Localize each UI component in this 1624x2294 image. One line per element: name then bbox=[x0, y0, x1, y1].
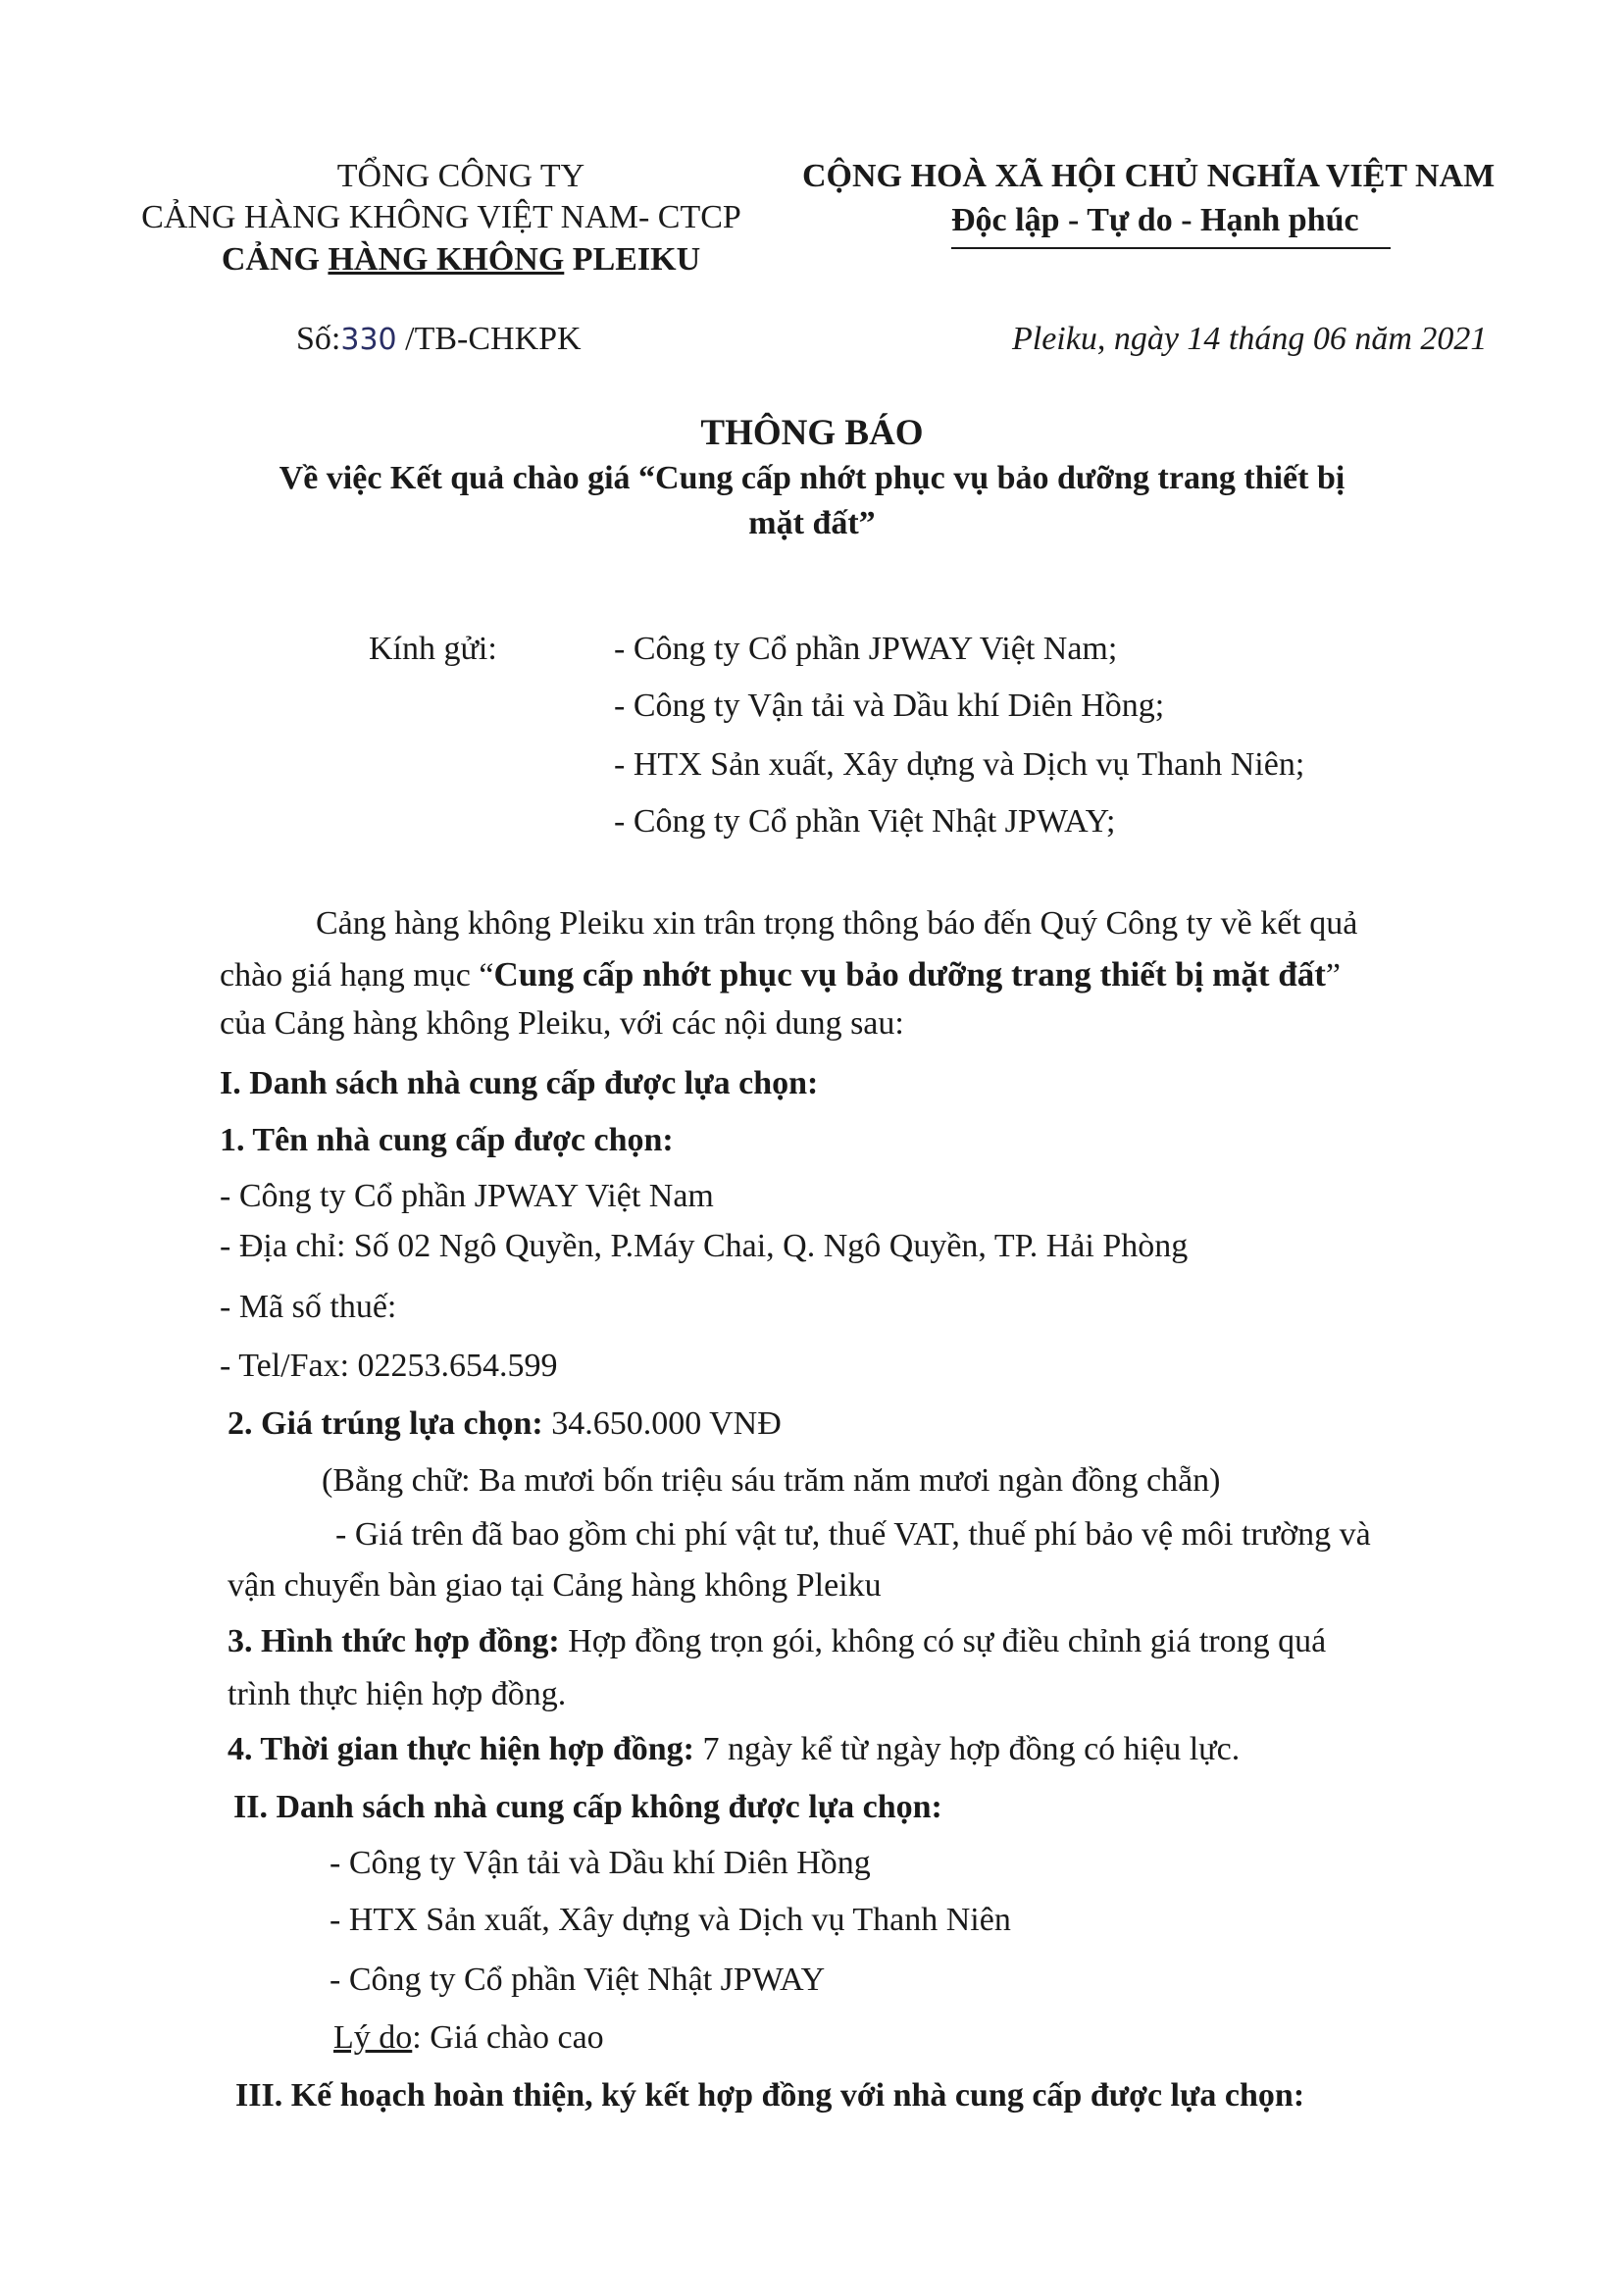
motto-underline bbox=[951, 247, 1391, 249]
org-line-3-pre: CẢNG bbox=[221, 241, 329, 278]
document-subject-2: mặt đất” bbox=[748, 505, 876, 541]
org-line-1: TỔNG CÔNG TY bbox=[336, 158, 585, 194]
section-1-1-heading: 1. Tên nhà cung cấp được chọn: bbox=[220, 1122, 674, 1158]
country-title: CỘNG HOÀ XÃ HỘI CHỦ NGHĨA VIỆT NAM bbox=[802, 158, 1496, 194]
intro-line-2-bold: Cung cấp nhớt phục vụ bảo dưỡng trang thiết bị mặt đất bbox=[493, 955, 1326, 994]
org-parent-2 bbox=[98, 198, 785, 238]
price-note-line-1: - Giá trên đã bao gồm chi phí vật tư, thuế VAT, thuế phí bảo vệ môi trường và bbox=[335, 1516, 1371, 1553]
doc-number-handwritten: 330 bbox=[340, 323, 397, 357]
section-2-heading: II. Danh sách nhà cung cấp không được lựa chọn: bbox=[233, 1789, 942, 1825]
rejection-reason-label: Lý do bbox=[333, 2019, 413, 2056]
contract-time-label: 4. Thời gian thực hiện hợp đồng: bbox=[228, 1731, 694, 1767]
winning-price-words: (Bằng chữ: Ba mươi bốn triệu sáu trăm năm mươi ngàn đồng chẵn) bbox=[322, 1462, 1221, 1499]
recipient-1: - Công ty Cổ phần JPWAY Việt Nam; bbox=[614, 631, 1118, 667]
contract-type-label: 3. Hình thức hợp đồng: bbox=[228, 1623, 560, 1659]
document-number bbox=[296, 320, 582, 360]
contract-time-text: 7 ngày kể từ ngày hợp đồng có hiệu lực. bbox=[693, 1731, 1241, 1767]
country-motto: Độc lập - Tự do - Hạnh phúc bbox=[951, 202, 1359, 238]
org-line-3-underlined: HÀNG KHÔNG bbox=[328, 241, 565, 278]
document-date: Pleiku, ngày 14 tháng 06 năm 2021 bbox=[1012, 321, 1488, 357]
intro-line-3: của Cảng hàng không Pleiku, với các nội dung sau: bbox=[220, 1005, 904, 1042]
section-3-heading: III. Kế hoạch hoàn thiện, ký kết hợp đồng với nhà cung cấp được lựa chọn: bbox=[235, 2077, 1305, 2114]
contract-type-text: Hợp đồng trọn gói, không có sự điều chỉnh giá trong quá bbox=[559, 1623, 1327, 1659]
document-title: THÔNG BÁO bbox=[700, 413, 924, 453]
rejected-supplier-2: - HTX Sản xuất, Xây dựng và Dịch vụ Thanh Niên bbox=[330, 1902, 1011, 1938]
intro-line-2-pre: chào giá hạng mục “ bbox=[220, 957, 494, 994]
org-parent bbox=[118, 157, 804, 197]
rejected-supplier-3: - Công ty Cổ phần Việt Nhật JPWAY bbox=[330, 1962, 826, 1998]
rejection-reason-text: : Giá chào cao bbox=[412, 2019, 604, 2056]
recipient-2: - Công ty Vận tải và Dầu khí Diên Hồng; bbox=[614, 688, 1165, 724]
rejection-reason bbox=[333, 2018, 604, 2059]
recipient-3: - HTX Sản xuất, Xây dựng và Dịch vụ Thanh Niên; bbox=[614, 746, 1305, 783]
winning-price-label: 2. Giá trúng lựa chọn: bbox=[228, 1405, 543, 1442]
org-line-3-post: PLEIKU bbox=[564, 241, 701, 278]
intro-line-1: Cảng hàng không Pleiku xin trân trọng thông báo đến Quý Công ty về kết quả bbox=[316, 905, 1358, 942]
section-1-heading: I. Danh sách nhà cung cấp được lựa chọn: bbox=[220, 1065, 819, 1101]
rejected-supplier-1: - Công ty Vận tải và Dầu khí Diên Hồng bbox=[330, 1845, 871, 1881]
recipient-4: - Công ty Cổ phần Việt Nhật JPWAY; bbox=[614, 803, 1116, 840]
supplier-name: - Công ty Cổ phần JPWAY Việt Nam bbox=[220, 1178, 714, 1214]
document-subject-1: Về việc Kết quả chào giá “Cung cấp nhớt phục vụ bảo dưỡng trang thiết bị bbox=[279, 460, 1345, 496]
intro-line-2-post: ” bbox=[1325, 957, 1341, 994]
supplier-phone: - Tel/Fax: 02253.654.599 bbox=[220, 1348, 558, 1384]
intro-line-2 bbox=[220, 954, 1341, 996]
section-1-4 bbox=[228, 1730, 1240, 1770]
supplier-tax-code: - Mã số thuế: bbox=[220, 1289, 397, 1325]
section-1-2 bbox=[228, 1404, 782, 1445]
price-note-line-2: vận chuyển bàn giao tại Cảng hàng không Pleiku bbox=[228, 1567, 882, 1604]
doc-number-suffix: /TB-CHKPK bbox=[396, 321, 582, 357]
winning-price-value: 34.650.000 VNĐ bbox=[542, 1405, 782, 1442]
recipients-label: Kính gửi: bbox=[369, 631, 497, 667]
contract-type-text-2: trình thực hiện hợp đồng. bbox=[228, 1676, 567, 1712]
doc-number-prefix: Số: bbox=[296, 321, 341, 357]
org-line-2: CẢNG HÀNG KHÔNG VIỆT NAM- CTCP bbox=[141, 199, 741, 235]
org-unit bbox=[118, 240, 804, 280]
section-1-3 bbox=[228, 1622, 1326, 1662]
supplier-address: - Địa chỉ: Số 02 Ngô Quyền, P.Máy Chai, Q. Ngô Quyền, TP. Hải Phòng bbox=[220, 1228, 1189, 1264]
